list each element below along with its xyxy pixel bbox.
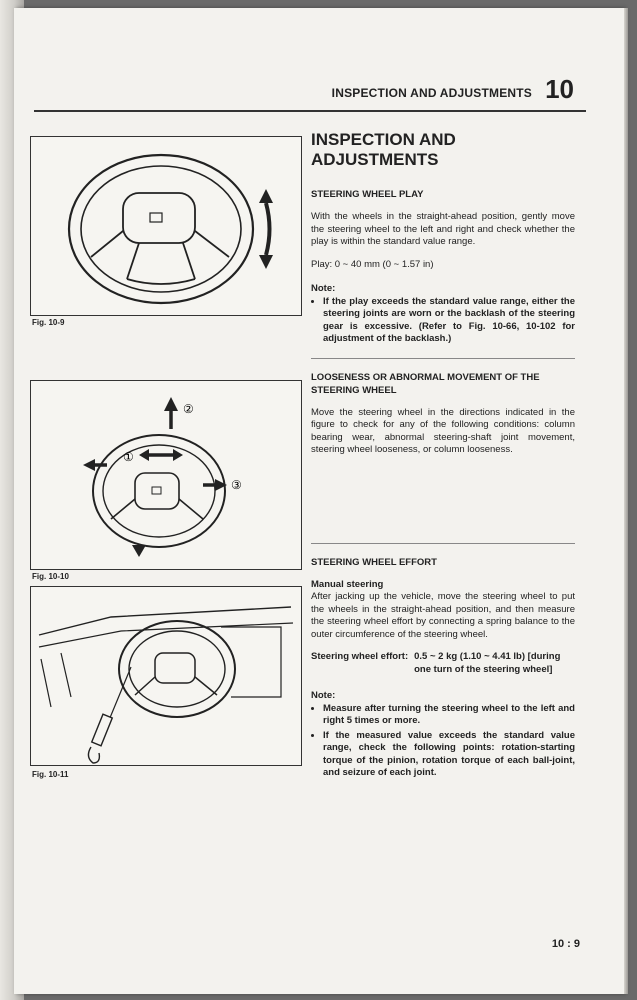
spring-balance-illustration — [31, 587, 301, 765]
figure-label-10-11: Fig. 10-11 — [32, 770, 69, 779]
effort-notes — [311, 703, 575, 780]
section-heading-looseness: LOOSENESS OR ABNORMAL MOVEMENT OF THE STEERING WHEEL — [311, 371, 540, 396]
page-number: 10 : 9 — [551, 938, 580, 950]
section-heading-play: STEERING WHEEL PLAY — [311, 189, 424, 200]
figure-label-10-9: Fig. 10-9 — [32, 318, 65, 327]
marker-3: ③ — [231, 478, 242, 492]
play-note-label: Note: — [311, 283, 336, 294]
play-body: With the wheels in the straight-ahead position, gently move the steering wheel to the left and right and check whether the play is within the standard value range. — [311, 211, 575, 247]
play-spec: Play: 0 ~ 40 mm (0 ~ 1.57 in) — [311, 258, 434, 270]
play-notes — [311, 296, 575, 346]
play-note-item: • If the play exceeds the standard value range, either the steering joints are worn or the backlash of the steering gear is excessive. (Refer to Fig. 10-66, 10-102 for adjustment of the backlash.) — [323, 296, 575, 346]
effort-spec — [311, 651, 575, 676]
section-divider — [311, 543, 575, 544]
marker-1: ① — [123, 450, 134, 464]
steering-wheel-looseness-illustration — [31, 381, 301, 569]
effort-body: After jacking up the vehicle, move the steering wheel to put the wheels in the straight-ahead position, and then measure the steering wheel effort by connecting a spring balance to the outer circumference of the steering wheel. — [311, 591, 575, 640]
section-divider — [311, 358, 575, 359]
looseness-body: Move the steering wheel in the directions indicated in the figure to check for any of the following conditions: column bearing wear, abnormal steering-shaft joint movement, steering wheel looseness, or column looseness. — [311, 406, 575, 455]
main-title: INSPECTION AND ADJUSTMENTS — [311, 130, 456, 169]
page-edge — [624, 8, 628, 994]
effort-note-label: Note: — [311, 690, 336, 701]
header-title: INSPECTION AND ADJUSTMENTS — [331, 86, 532, 100]
effort-spec-label: Steering wheel effort: — [311, 651, 409, 662]
figure-10-10 — [30, 380, 302, 570]
effort-subheading: Manual steering — [311, 578, 384, 590]
manual-page — [14, 8, 624, 994]
header-rule — [34, 110, 586, 112]
figure-10-9 — [30, 136, 302, 316]
text-column — [311, 130, 575, 792]
chapter-number: 10 — [545, 74, 574, 104]
effort-note-item: • If the measured value exceeds the standard value range, check the following points: rotation-starting torque of the pinion, rotation torque of each ball-joint, and seizure of each joint. — [323, 730, 575, 780]
marker-2: ② — [183, 402, 194, 416]
figure-10-11 — [30, 586, 302, 766]
figure-label-10-10: Fig. 10-10 — [32, 572, 69, 581]
effort-spec-value: 0.5 ~ 2 kg (1.10 ~ 4.41 lb) [during one turn of the steering wheel] — [414, 651, 561, 675]
effort-note-item: • Measure after turning the steering wheel to the left and right 5 times or more. — [323, 703, 575, 728]
section-heading-effort: STEERING WHEEL EFFORT — [311, 556, 437, 568]
steering-wheel-play-illustration — [31, 137, 301, 315]
